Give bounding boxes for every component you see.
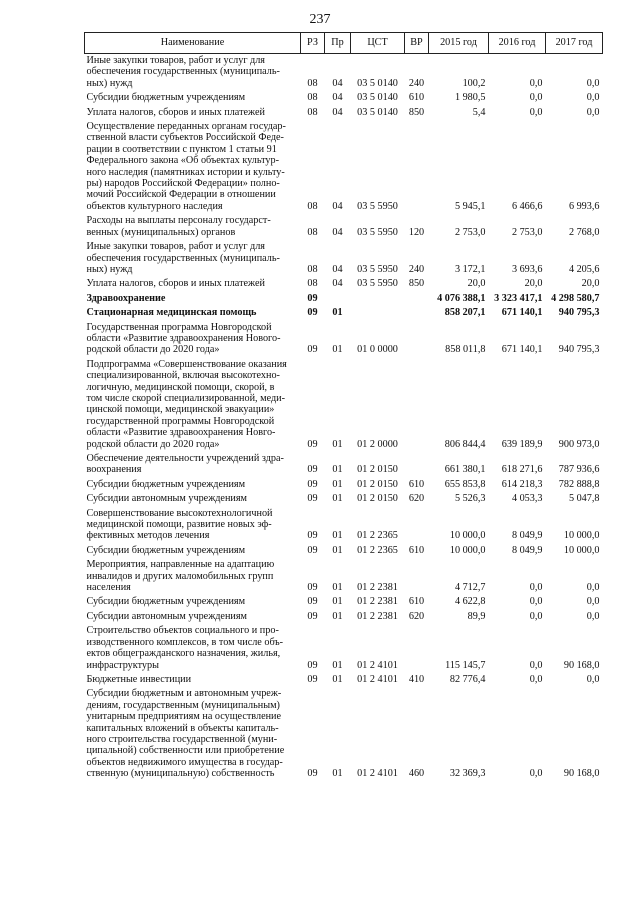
table-row [85,358,603,452]
table-row [85,478,603,492]
header-2015: 2015 год [429,33,489,54]
header-pr: Пр [325,33,351,54]
cell-pr: 04 [332,106,343,118]
table-row [85,120,603,214]
cell-rz: 09 [307,292,318,304]
cell-2016: 3 323 417,1 [494,292,543,304]
cell-pr: 01 [332,768,343,780]
cell-2016: 0,0 [529,673,543,685]
cell-vr [405,624,429,673]
cell-pr: 01 [332,438,343,450]
cell-rz: 08 [307,77,318,89]
table-body [85,54,603,782]
cell-cst: 03 5 0140 [357,92,398,104]
cell-cst: 01 2 2381 [357,582,398,594]
page-number: 237 [309,12,331,27]
cell-2016: 20,0 [524,278,543,290]
cell-name: Обеспечение деятельности учреждений здра- воохранения [86,453,284,476]
cell-rz: 09 [307,493,318,505]
cell-2015: 32 369,3 [449,768,486,780]
cell-2015: 5 945,1 [454,200,486,212]
cell-rz: 08 [307,200,318,212]
cell-name: Субсидии бюджетным учреждениям [86,478,246,490]
table-row [85,54,603,92]
table-row [85,595,603,609]
cell-2017: 782 888,8 [558,478,600,490]
cell-rz: 09 [307,307,318,319]
cell-pr: 04 [332,77,343,89]
cell-vr [405,358,429,452]
cell-2017: 90 168,0 [563,768,600,780]
cell-rz: 09 [307,344,318,356]
cell-cst: 01 2 0150 [357,478,398,490]
cell-2017: 20,0 [581,278,600,290]
cell-vr: 620 [408,610,425,622]
cell-cst: 03 5 5950 [357,263,398,275]
cell-pr: 01 [332,610,343,622]
cell-2015: 4 622,8 [454,596,486,608]
cell-vr: 850 [408,278,425,290]
cell-cst [351,306,405,320]
table-row [85,558,603,595]
cell-2016: 4 053,3 [511,493,543,505]
cell-2016: 8 049,9 [511,530,543,542]
cell-2016: 0,0 [529,582,543,594]
cell-pr: 01 [332,307,343,319]
cell-pr [325,292,351,306]
header-2016: 2016 год [489,33,546,54]
cell-2015: 858 011,8 [445,344,486,356]
cell-cst [351,292,405,306]
cell-pr: 01 [332,596,343,608]
cell-2015: 4 712,7 [454,582,486,594]
cell-cst: 01 2 4101 [357,673,398,685]
cell-2016: 3 693,6 [511,263,543,275]
cell-2017: 10 000,0 [563,544,600,556]
cell-name: Мероприятия, направленные на адаптацию инвалидов и других маломобильных групп населения [86,559,275,594]
cell-name: Стационарная медицинская помощь [86,307,257,319]
cell-2016: 0,0 [529,92,543,104]
cell-2017: 0,0 [586,610,600,622]
cell-rz: 09 [307,530,318,542]
header-cst: ЦСТ [351,33,405,54]
cell-vr: 240 [408,77,425,89]
cell-name: Субсидии бюджетным и автономным учреж- дениям, государственным (муниципальным) унитарным предприятиям на осуществление капитальных вложений в объекты капиталь- ного строительства государственной (муни- ципальной) собственности или приобретение объектов недвижимого имущества в государ- ственную (муниципальную) собственность [86,688,285,780]
cell-cst: 01 2 2381 [357,610,398,622]
cell-2015: 100,2 [462,77,486,89]
cell-name: Осуществление переданных органам государ- ственной власти субъектов Российской Феде- рации в соответствии с пунктом 1 статьи 91 Федерального закона «Об объектах культур- ного наследия (памятниках истории и культу- ры) народов Российской Федерации» полно- мочий Российской Федерации в отношении объектов культурного наследия [86,121,286,212]
cell-rz: 09 [307,659,318,671]
cell-name: Субсидии автономным учреждениям [86,610,247,622]
cell-2016: 671 140,1 [501,344,543,356]
cell-2016: 0,0 [529,768,543,780]
cell-pr: 04 [332,92,343,104]
cell-vr: 610 [408,92,425,104]
cell-cst: 01 2 2381 [357,596,398,608]
header-name: Наименование [85,33,301,54]
table-row [85,624,603,673]
cell-2015: 5,4 [472,106,486,118]
table-row [85,544,603,558]
cell-vr: 610 [408,596,425,608]
cell-vr [405,452,429,478]
cell-name: Субсидии бюджетным учреждениям [86,544,246,556]
cell-2017: 0,0 [586,106,600,118]
cell-pr: 04 [332,263,343,275]
cell-2017: 10 000,0 [563,530,600,542]
cell-2015: 806 844,4 [444,438,486,450]
cell-pr: 01 [332,344,343,356]
cell-name: Совершенствование высокотехнологичной медицинской помощи, развитие новых эф- фективных методов лечения [86,507,273,542]
cell-2016: 0,0 [529,77,543,89]
cell-vr: 610 [408,478,425,490]
table-row [85,492,603,506]
cell-cst: 01 2 0150 [357,493,398,505]
cell-rz: 09 [307,610,318,622]
cell-2017: 4 298 580,7 [551,292,600,304]
cell-2016: 6 466,6 [511,200,543,212]
cell-name: Субсидии бюджетным учреждениям [86,92,246,104]
cell-2016: 671 140,1 [501,307,543,319]
cell-rz: 08 [307,92,318,104]
cell-2015: 5 526,3 [454,493,486,505]
cell-name: Иные закупки товаров, работ и услуг для обеспечения государственных (муниципаль- ных) нужд [86,241,280,275]
table-row [85,673,603,687]
cell-2016: 8 049,9 [511,544,543,556]
cell-2017: 900 973,0 [558,438,600,450]
cell-2015: 82 776,4 [449,673,486,685]
cell-2017: 2 768,0 [568,226,600,238]
table-row [85,240,603,277]
cell-pr: 01 [332,582,343,594]
cell-rz: 09 [307,464,318,476]
table-row [85,277,603,291]
cell-name: Субсидии бюджетным учреждениям [86,596,246,608]
cell-2017: 0,0 [586,673,600,685]
cell-cst: 01 2 0000 [357,438,398,450]
cell-vr [405,306,429,320]
cell-2016: 2 753,0 [511,226,543,238]
cell-vr: 460 [408,768,425,780]
cell-2015: 10 000,0 [449,530,486,542]
cell-2017: 4 205,6 [568,263,600,275]
cell-name: Иные закупки товаров, работ и услуг для обеспечения государственных (муниципаль- ных) нужд [86,55,280,89]
cell-cst: 01 2 2365 [357,544,398,556]
table-row [85,106,603,120]
cell-pr: 04 [332,226,343,238]
cell-rz: 08 [307,263,318,275]
cell-name: Подпрограмма «Совершенствование оказания специализированной, включая высокотехно- логичную, медицинской помощи, скорой, в том числе скорой специализированной, меди- цинской помощи, медицинской эвакуации» государственной программы Новгородской области «Развитие здравоохранения Новго- родской области до 2020 года» [86,358,287,450]
cell-2015: 1 980,5 [454,92,486,104]
cell-cst: 01 2 4101 [357,659,398,671]
header-2017: 2017 год [546,33,603,54]
table-row [85,214,603,240]
cell-2016: 0,0 [529,659,543,671]
cell-rz: 09 [307,673,318,685]
cell-2015: 20,0 [467,278,486,290]
cell-cst: 01 2 4101 [357,768,398,780]
cell-pr: 01 [332,530,343,542]
cell-rz: 09 [307,768,318,780]
cell-vr [405,558,429,595]
cell-name: Субсидии автономным учреждениям [86,493,247,505]
cell-2017: 787 936,6 [558,464,600,476]
cell-rz: 08 [307,278,318,290]
cell-pr: 01 [332,673,343,685]
cell-pr: 01 [332,493,343,505]
table-row [85,292,603,306]
cell-cst: 03 5 0140 [357,77,398,89]
cell-2017: 0,0 [586,92,600,104]
cell-2016: 0,0 [529,596,543,608]
budget-table [84,32,603,782]
cell-2015: 3 172,1 [454,263,486,275]
cell-pr: 01 [332,544,343,556]
header-vr: ВР [405,33,429,54]
cell-rz: 09 [307,438,318,450]
cell-cst: 03 5 5950 [357,226,398,238]
cell-2017: 0,0 [586,596,600,608]
table-row [85,507,603,544]
cell-vr [405,507,429,544]
cell-name: Государственная программа Новгородской области «Развитие здравоохранения Нового- родской области до 2020 года» [86,321,281,356]
cell-2016: 0,0 [529,106,543,118]
table-row [85,452,603,478]
cell-2016: 639 189,9 [501,438,543,450]
cell-2017: 90 168,0 [563,659,600,671]
table-row [85,91,603,105]
cell-vr [405,120,429,214]
cell-cst: 03 5 5950 [357,200,398,212]
cell-rz: 09 [307,596,318,608]
cell-rz: 09 [307,544,318,556]
header-rz: РЗ [301,33,325,54]
cell-2017: 0,0 [586,77,600,89]
cell-2015: 858 207,1 [444,307,486,319]
cell-vr: 240 [408,263,425,275]
table-row [85,687,603,781]
cell-name: Бюджетные инвестиции [86,673,192,685]
cell-name: Уплата налогов, сборов и иных платежей [86,106,265,118]
cell-pr: 01 [332,464,343,476]
cell-pr: 01 [332,659,343,671]
cell-pr: 04 [332,278,343,290]
cell-2015: 661 380,1 [444,464,486,476]
cell-name: Расходы на выплаты персоналу государст- венных (муниципальных) органов [86,215,271,238]
table-row [85,610,603,624]
cell-rz: 08 [307,226,318,238]
cell-rz: 09 [307,582,318,594]
cell-rz: 09 [307,478,318,490]
cell-2016: 0,0 [529,610,543,622]
cell-cst: 03 5 0140 [357,106,398,118]
cell-pr: 04 [332,200,343,212]
cell-name: Уплата налогов, сборов и иных платежей [86,278,265,290]
cell-cst: 03 5 5950 [357,278,398,290]
table-header-row [85,33,603,54]
cell-vr: 120 [408,226,425,238]
cell-2015: 655 853,8 [444,478,486,490]
cell-vr [405,321,429,358]
table-row [85,306,603,320]
cell-2015: 4 076 388,1 [437,292,486,304]
cell-vr: 610 [408,544,425,556]
cell-rz: 08 [307,106,318,118]
cell-vr: 850 [408,106,425,118]
cell-cst: 01 0 0000 [357,344,398,356]
cell-pr: 01 [332,478,343,490]
cell-2017: 0,0 [586,582,600,594]
cell-cst: 01 2 2365 [357,530,398,542]
cell-2017: 940 795,3 [558,344,600,356]
cell-name: Строительство объектов социального и про- изводственного комплексов, в том числе объ- ектов общегражданского назначения, жилья, инфраструктуры [86,625,284,671]
cell-2015: 10 000,0 [449,544,486,556]
cell-2017: 940 795,3 [558,307,600,319]
cell-cst: 01 2 0150 [357,464,398,476]
cell-2017: 6 993,6 [568,200,600,212]
cell-name: Здравоохранение [86,292,166,304]
cell-2017: 5 047,8 [568,493,600,505]
cell-2015: 2 753,0 [454,226,486,238]
cell-2015: 115 145,7 [445,659,486,671]
cell-2016: 614 218,3 [501,478,543,490]
cell-2016: 618 271,6 [501,464,543,476]
cell-vr: 620 [408,493,425,505]
cell-vr [405,292,429,306]
cell-vr: 410 [408,673,425,685]
table-row [85,321,603,358]
cell-2015: 89,9 [467,610,486,622]
